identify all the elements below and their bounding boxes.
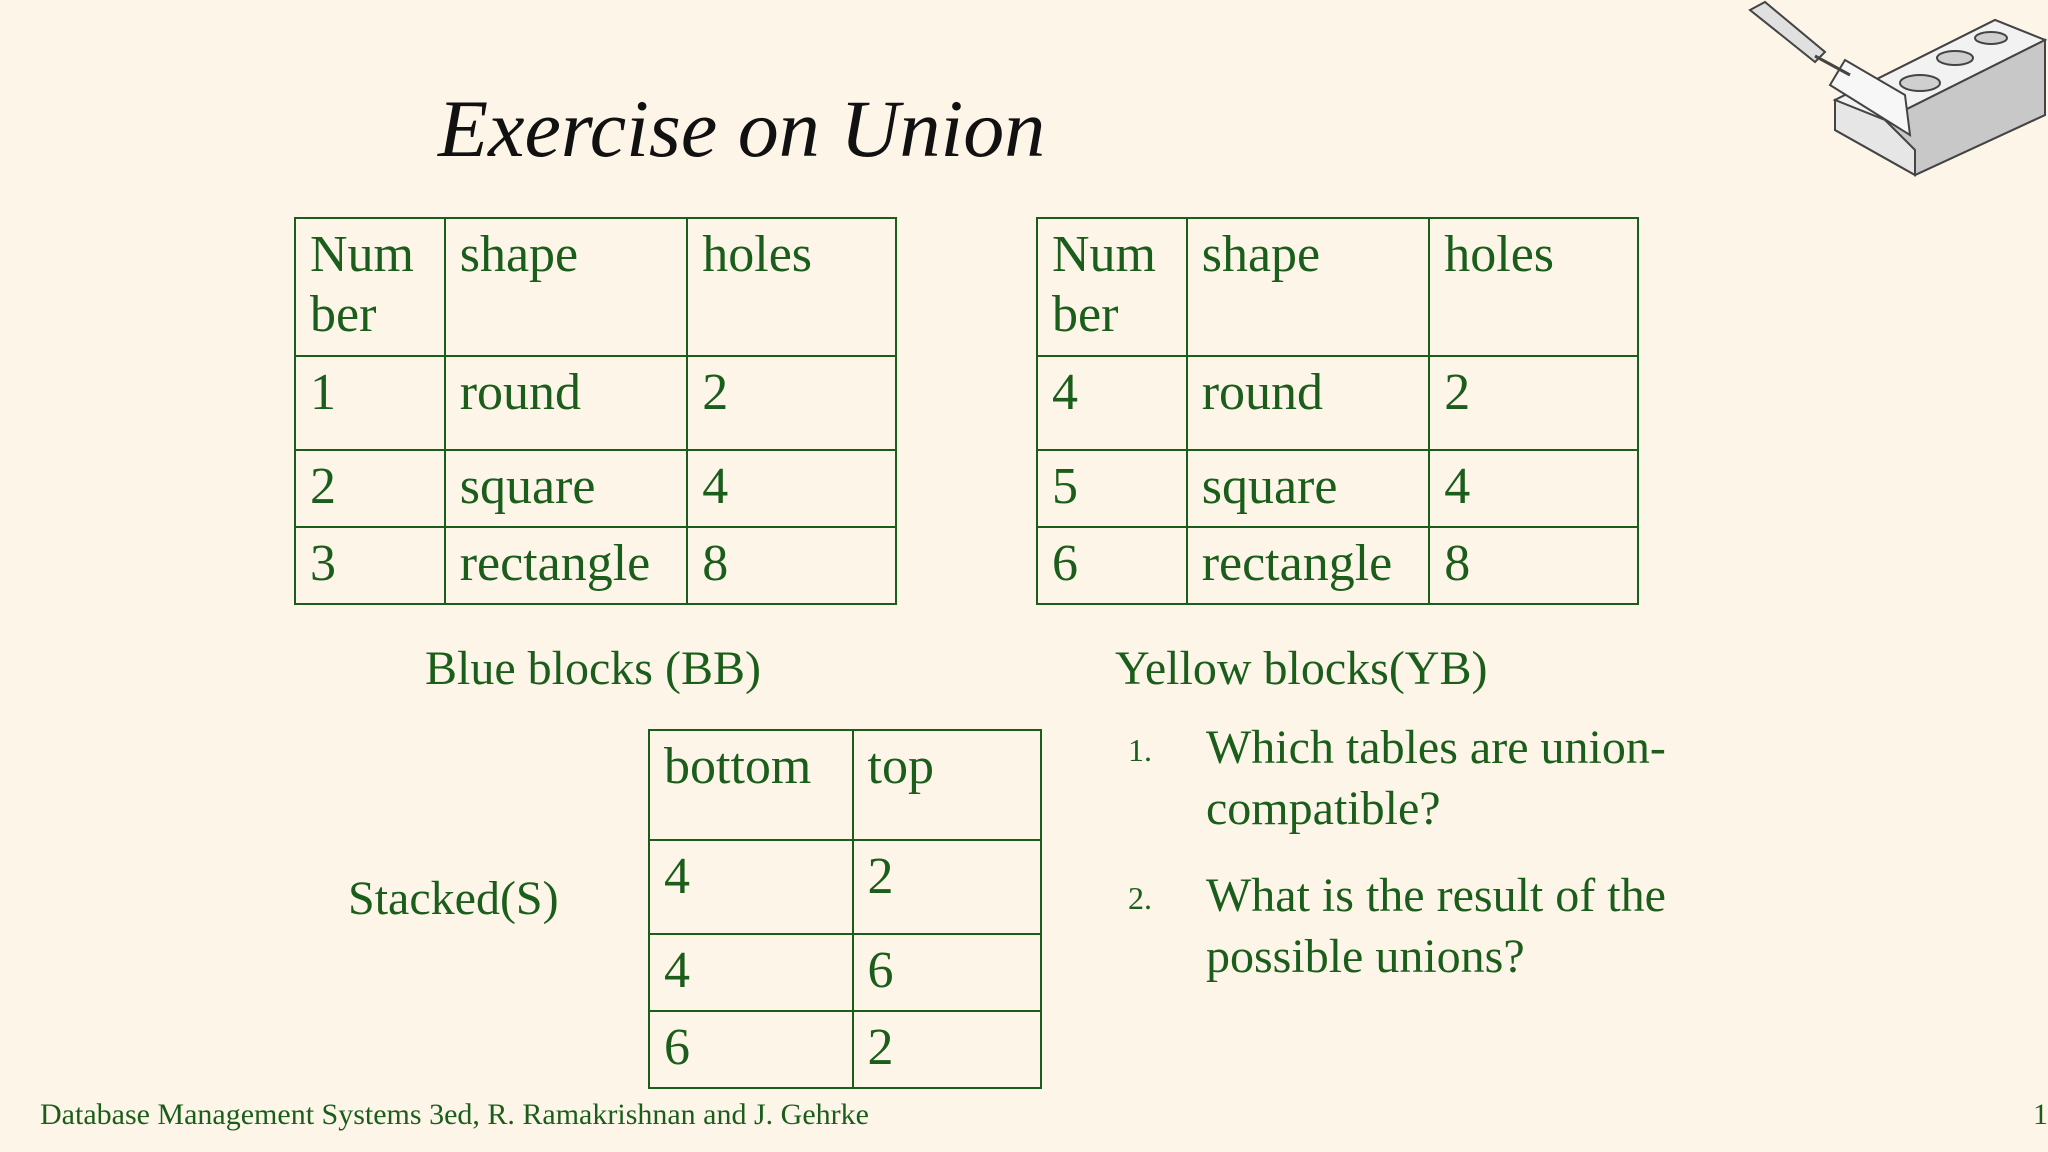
page-number: 1 xyxy=(2033,1098,2048,1131)
table-cell: 4 xyxy=(649,934,853,1011)
table-cell: 5 xyxy=(1037,450,1187,527)
blue-blocks-caption: Blue blocks (BB) xyxy=(425,642,761,695)
header-cell: top xyxy=(853,730,1041,840)
yellow-blocks-table xyxy=(1036,217,1639,605)
question-item xyxy=(1128,866,1748,988)
header-cell: shape xyxy=(445,218,688,356)
table-cell: 6 xyxy=(1037,527,1187,604)
question-item xyxy=(1128,718,1748,840)
table-row xyxy=(649,840,1041,934)
header-cell: holes xyxy=(687,218,896,356)
table-cell: 2 xyxy=(853,840,1041,934)
table-cell: rectangle xyxy=(1187,527,1430,604)
table-header-row xyxy=(295,218,896,356)
table-cell: square xyxy=(1187,450,1430,527)
header-cell: holes xyxy=(1429,218,1638,356)
brick-and-trowel-icon xyxy=(1745,0,2048,180)
yellow-blocks-caption: Yellow blocks(YB) xyxy=(1115,642,1488,695)
slide-title: Exercise on Union xyxy=(438,83,1046,174)
blue-blocks-table xyxy=(294,217,897,605)
header-cell: Num ber xyxy=(1037,218,1187,356)
question-text: What is the result of the possible unions? xyxy=(1206,868,1666,983)
table-cell: 4 xyxy=(1429,450,1638,527)
table-row xyxy=(295,356,896,450)
table-row xyxy=(649,1011,1041,1088)
table-row xyxy=(295,450,896,527)
stacked-caption: Stacked(S) xyxy=(348,872,559,925)
stacked-table xyxy=(648,729,1042,1089)
table-header-row xyxy=(1037,218,1638,356)
table-cell: round xyxy=(1187,356,1430,450)
header-cell: shape xyxy=(1187,218,1430,356)
table-cell: 6 xyxy=(853,934,1041,1011)
table-row xyxy=(649,934,1041,1011)
table-cell: 8 xyxy=(1429,527,1638,604)
table-cell: round xyxy=(445,356,688,450)
question-list xyxy=(1128,718,1748,1014)
table-cell: square xyxy=(445,450,688,527)
table-cell: 2 xyxy=(1429,356,1638,450)
header-cell: bottom xyxy=(649,730,853,840)
table-cell: 4 xyxy=(1037,356,1187,450)
table-cell: 4 xyxy=(687,450,896,527)
table-row xyxy=(1037,356,1638,450)
table-cell: 2 xyxy=(853,1011,1041,1088)
table-header-row xyxy=(649,730,1041,840)
table-row xyxy=(1037,450,1638,527)
question-number: 2. xyxy=(1128,879,1152,916)
table-cell: 2 xyxy=(295,450,445,527)
table-cell: 1 xyxy=(295,356,445,450)
header-cell: Num ber xyxy=(295,218,445,356)
table-cell: rectangle xyxy=(445,527,688,604)
question-number: 1. xyxy=(1128,732,1152,768)
table-row xyxy=(295,527,896,604)
slide-footer: Database Management Systems 3ed, R. Ramakrishnan and J. Gehrke xyxy=(40,1098,869,1131)
question-text: Which tables are union-compatible? xyxy=(1206,721,1666,835)
table-cell: 2 xyxy=(687,356,896,450)
table-cell: 8 xyxy=(687,527,896,604)
table-row xyxy=(1037,527,1638,604)
table-cell: 6 xyxy=(649,1011,853,1088)
table-cell: 4 xyxy=(649,840,853,934)
table-cell: 3 xyxy=(295,527,445,604)
